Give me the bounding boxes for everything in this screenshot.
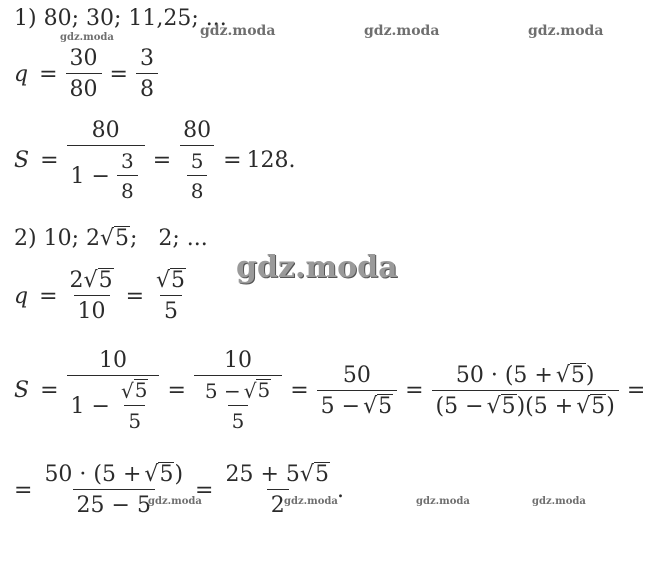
watermark: gdz.moda xyxy=(532,496,586,507)
watermark: gdz.moda xyxy=(528,23,604,39)
sqrt: √ 5 xyxy=(299,462,329,487)
sqrt-radicand: 5 xyxy=(314,462,329,487)
equals-sign: = xyxy=(109,61,128,87)
num-prefix: 25 + 5 xyxy=(225,462,300,487)
s-variable: S xyxy=(14,378,30,403)
sqrt: √ 5 xyxy=(156,268,186,293)
sqrt: √ 5 xyxy=(363,393,393,419)
numerator xyxy=(452,363,599,390)
s-fraction-6 xyxy=(221,462,333,518)
s-fraction-4 xyxy=(432,363,619,419)
watermark: gdz.moda xyxy=(200,23,276,39)
numerator xyxy=(221,462,333,489)
denominator: 2 xyxy=(267,489,289,518)
one-minus: 1 − xyxy=(70,163,110,189)
equals-sign: = xyxy=(39,61,58,87)
part2-q-equation xyxy=(14,268,193,324)
sqrt-radicand: 5 xyxy=(134,378,148,402)
part1-sequence: 1) 80; 30; 11,25; ... xyxy=(14,6,227,31)
s-fraction xyxy=(67,118,145,203)
denominator xyxy=(194,375,282,433)
watermark: gdz.moda xyxy=(60,32,114,43)
q-fraction xyxy=(66,46,102,102)
num-suffix: ) xyxy=(585,362,595,388)
inner-denominator: 8 xyxy=(187,175,208,203)
q-fraction-numerator: 30 xyxy=(69,46,98,71)
num-prefix: 50 · (5 + xyxy=(455,362,553,388)
q-result-fraction xyxy=(152,268,190,324)
s-fraction-2-numerator: 80 xyxy=(183,118,212,143)
sqrt: √ 5 xyxy=(486,393,516,419)
s-fraction-2 xyxy=(179,118,215,203)
coefficient: 2 xyxy=(69,268,84,293)
sqrt-radicand: 5 xyxy=(501,393,516,419)
root5-over-5 xyxy=(117,379,152,433)
sqrt: √ 5 xyxy=(555,362,585,388)
numerator: 10 xyxy=(98,348,127,373)
equals-sign: = xyxy=(40,378,59,403)
q-result-denominator: 5 xyxy=(160,295,182,324)
equals-sign: = xyxy=(14,477,33,503)
num-suffix: ) xyxy=(174,462,184,487)
sqrt-radicand: 5 xyxy=(257,378,271,402)
sqrt-radicand: 5 xyxy=(570,362,585,388)
inner-numerator xyxy=(117,379,152,405)
s-fraction-5 xyxy=(40,462,187,518)
s-result: 128. xyxy=(246,148,296,173)
watermark: gdz.moda xyxy=(284,496,338,507)
nested-fraction xyxy=(201,379,275,433)
den-suffix: ) xyxy=(606,393,615,419)
q-fraction-denominator: 80 xyxy=(66,73,102,102)
five-eighths xyxy=(187,149,208,203)
numerator: 50 xyxy=(342,362,371,388)
three-eighths xyxy=(117,149,138,203)
sqrt: √ 5 xyxy=(576,393,606,419)
part1-q-equation xyxy=(14,46,161,102)
equals-sign: = xyxy=(626,378,646,403)
inner-numerator xyxy=(201,379,275,405)
part2-sequence xyxy=(14,226,208,251)
watermark: gdz.moda xyxy=(416,496,470,507)
inner-numerator: 5 xyxy=(190,149,204,173)
q-result-fraction xyxy=(136,46,158,102)
denominator xyxy=(67,375,160,433)
s-fraction-2 xyxy=(194,348,282,433)
equals-sign: = xyxy=(223,148,242,173)
s-fraction-denominator xyxy=(67,145,145,203)
equals-sign: = xyxy=(39,283,58,309)
s-fraction-numerator: 80 xyxy=(91,118,120,143)
numerator xyxy=(40,462,187,489)
q-result-numerator xyxy=(152,268,190,295)
sqrt: √ 5 xyxy=(120,378,148,403)
watermark: gdz.moda xyxy=(236,250,398,285)
den-b-prefix: )(5 + xyxy=(516,393,574,419)
sequence-suffix: ; 2; ... xyxy=(130,226,208,251)
q-variable: q xyxy=(14,61,29,87)
s-fraction-3 xyxy=(317,363,397,419)
s-variable: S xyxy=(14,148,30,173)
s-fraction-1 xyxy=(67,348,160,433)
sqrt-radicand: 5 xyxy=(171,268,186,293)
inner-denominator: 8 xyxy=(117,175,138,203)
one-minus: 1 − xyxy=(70,393,110,419)
equals-sign: = xyxy=(152,148,172,173)
part1-s-equation xyxy=(14,118,296,203)
q-fraction-denominator: 10 xyxy=(74,295,110,324)
equals-sign: = xyxy=(405,378,424,403)
den-a-prefix: (5 − xyxy=(435,393,484,419)
q-result-denominator: 8 xyxy=(136,73,158,102)
equals-sign: = xyxy=(290,378,309,403)
equals-sign: = xyxy=(195,477,214,503)
five-minus: 5 − xyxy=(320,393,361,419)
part2-s-continuation xyxy=(14,462,344,518)
equals-sign: = xyxy=(125,283,144,309)
watermark: gdz.moda xyxy=(364,23,440,39)
denominator: 25 − 5 xyxy=(73,489,155,518)
inner-numerator: 3 xyxy=(120,149,134,173)
q-result-numerator: 3 xyxy=(139,46,154,71)
watermark: gdz.moda xyxy=(148,496,202,507)
sqrt-radicand: 5 xyxy=(98,268,113,293)
equals-sign: = xyxy=(167,378,186,403)
five-minus: 5 − xyxy=(204,379,241,403)
sqrt: √ 5 xyxy=(83,268,113,293)
equals-sign: = xyxy=(40,148,59,173)
sqrt-radicand: 5 xyxy=(115,226,130,251)
numerator: 10 xyxy=(224,348,253,373)
inner-denominator: 5 xyxy=(228,405,249,433)
q-variable: q xyxy=(14,283,29,309)
sqrt-radicand: 5 xyxy=(159,462,174,487)
q-fraction-numerator xyxy=(66,268,118,295)
s-fraction-2-denominator xyxy=(180,145,215,203)
end-period: . xyxy=(336,477,344,503)
sqrt-radicand: 5 xyxy=(378,393,393,419)
denominator xyxy=(317,390,397,419)
sqrt: √ 5 xyxy=(99,226,130,251)
q-fraction xyxy=(66,268,118,324)
sequence-prefix: 2) 10; 2 xyxy=(14,226,100,251)
inner-denominator: 5 xyxy=(124,405,145,433)
sqrt: √ 5 xyxy=(144,462,174,487)
num-prefix: 50 · (5 + xyxy=(44,462,142,487)
part2-s-equation xyxy=(14,348,650,433)
sqrt-radicand: 5 xyxy=(591,393,606,419)
sqrt: √ 5 xyxy=(243,378,271,403)
denominator xyxy=(432,390,619,419)
